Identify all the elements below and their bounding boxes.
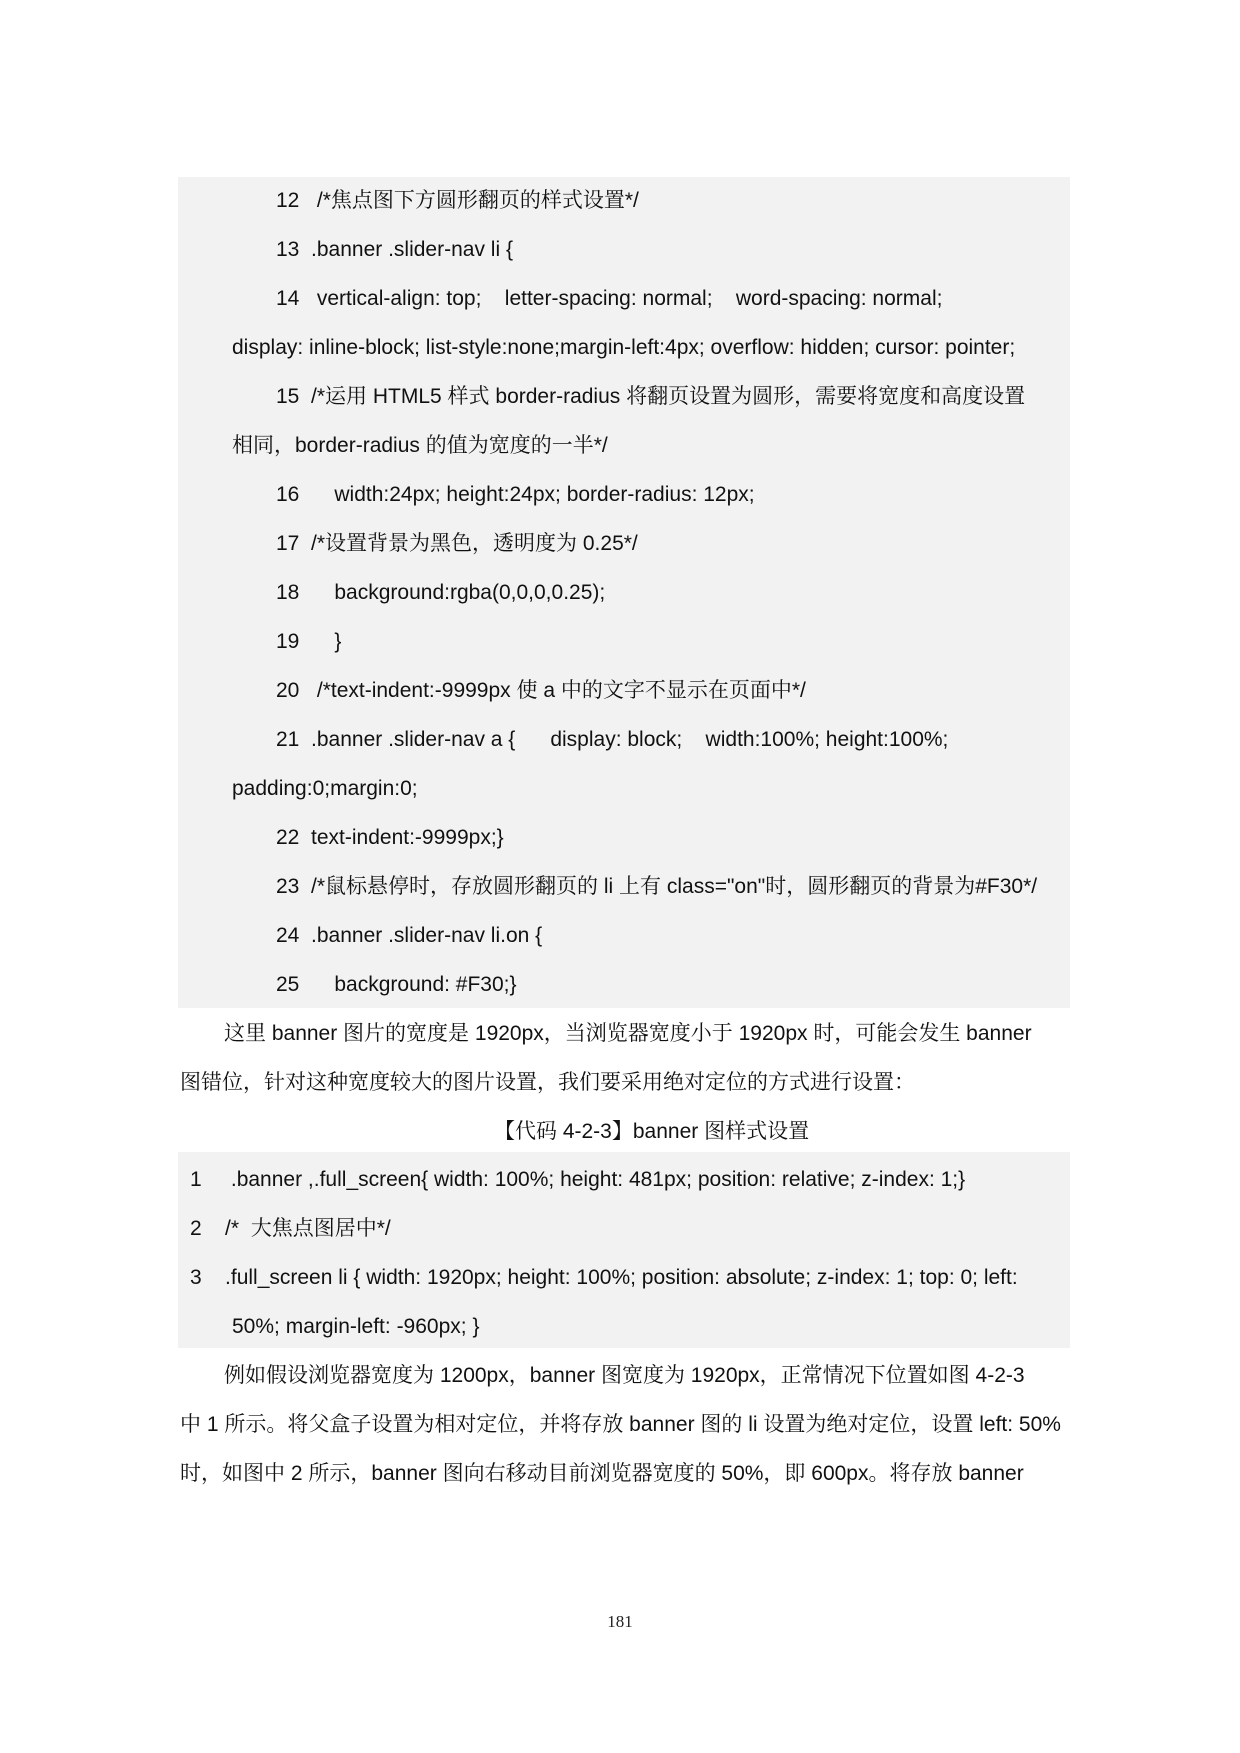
paragraph-2-line-1: 例如假设浏览器宽度为 1200px，banner 图宽度为 1920px，正常情况下位置如图 4-2-3 [224, 1364, 1025, 1387]
line-number: 15 [276, 385, 300, 408]
code-line-3-continued [232, 1313, 479, 1341]
code-text: .banner .slider-nav li.on { [311, 924, 543, 947]
line-number: 20 [276, 679, 300, 702]
line-number: 1 [190, 1168, 202, 1191]
line-number: 14 [276, 287, 300, 310]
code-text: text-indent:-9999px;} [311, 826, 504, 849]
code-line-14-continued [232, 334, 1015, 362]
line-number: 2 [190, 1217, 202, 1240]
code-text: padding:0;margin:0; [232, 777, 418, 800]
code-text: } [311, 630, 342, 653]
code-line-13 [276, 236, 513, 264]
code-text: .full_screen li { width: 1920px; height: 100%; position: absolute; z-index: 1; top: 0; left: [225, 1266, 1018, 1289]
code-text: .banner .slider-nav a { display: block; width:100%; height:100%; [311, 728, 949, 751]
code-line-15 [276, 383, 1025, 411]
code-text: .banner .slider-nav li { [311, 238, 513, 261]
paragraph-2-line-2: 中 1 所示。将父盒子设置为相对定位，并将存放 banner 图的 li 设置为绝对定位，设置 left: 50% [180, 1413, 1061, 1436]
line-number: 18 [276, 581, 300, 604]
code-text: .banner ,.full_screen{ width: 100%; height: 481px; position: relative; z-index: 1;} [225, 1168, 966, 1191]
code-text: width:24px; height:24px; border-radius: 12px; [311, 483, 755, 506]
code-text: 相同，border-radius 的值为宽度的一半*/ [232, 434, 608, 457]
line-number: 19 [276, 630, 300, 653]
code-line-1 [190, 1166, 965, 1194]
code-line-17 [276, 530, 638, 558]
code-text: /*text-indent:-9999px 使 a 中的文字不显示在页面中*/ [311, 679, 806, 702]
code-text: /*焦点图下方圆形翻页的样式设置*/ [311, 189, 639, 212]
line-number: 17 [276, 532, 300, 555]
code-text: 50%; margin-left: -960px; } [232, 1315, 480, 1338]
code-text: vertical-align: top; letter-spacing: normal; word-spacing: normal; [311, 287, 943, 310]
line-number: 16 [276, 483, 300, 506]
code-text: background:rgba(0,0,0,0.25); [311, 581, 606, 604]
code-line-14 [276, 285, 942, 313]
code-text: /*鼠标悬停时，存放圆形翻页的 li 上有 class="on"时，圆形翻页的背景为#F30*/ [311, 875, 1038, 898]
code-text: /* 大焦点图居中*/ [225, 1217, 391, 1240]
line-number: 24 [276, 924, 300, 947]
page-number: 181 [607, 1612, 633, 1631]
line-number: 21 [276, 728, 300, 751]
code-line-21-continued [232, 775, 418, 803]
code-text: /*运用 HTML5 样式 border-radius 将翻页设置为圆形，需要将宽度和高度设置 [311, 385, 1026, 408]
code-line-21 [276, 726, 948, 754]
code-line-19 [276, 628, 341, 656]
code-line-3 [190, 1264, 1018, 1292]
line-number: 23 [276, 875, 300, 898]
code-line-20 [276, 677, 806, 705]
paragraph-2-line-3: 时，如图中 2 所示，banner 图向右移动目前浏览器宽度的 50%，即 600px。将存放 banner [180, 1462, 1024, 1485]
code-line-12 [276, 187, 639, 215]
code-text: display: inline-block; list-style:none;margin-left:4px; overflow: hidden; cursor: pointer; [232, 336, 1016, 359]
paragraph-1-line-1: 这里 banner 图片的宽度是 1920px，当浏览器宽度小于 1920px 时，可能会发生 banner [224, 1022, 1032, 1045]
code-line-16 [276, 481, 755, 509]
line-number: 13 [276, 238, 300, 261]
paragraph-1-line-2: 图错位，针对这种宽度较大的图片设置，我们要采用绝对定位的方式进行设置： [180, 1071, 915, 1094]
code-line-25 [276, 971, 517, 999]
line-number: 25 [276, 973, 300, 996]
line-number: 12 [276, 189, 300, 212]
code-text: background: #F30;} [311, 973, 517, 996]
code-line-2 [190, 1215, 391, 1243]
code-line-22 [276, 824, 504, 852]
code-line-18 [276, 579, 605, 607]
code-line-24 [276, 922, 542, 950]
code-text: /*设置背景为黑色，透明度为 0.25*/ [311, 532, 638, 555]
code-line-23 [276, 873, 1037, 901]
line-number: 3 [190, 1266, 202, 1289]
code-line-15-continued [232, 432, 608, 460]
line-number: 22 [276, 826, 300, 849]
code-caption: 【代码 4-2-3】banner 图样式设置 [494, 1120, 810, 1143]
